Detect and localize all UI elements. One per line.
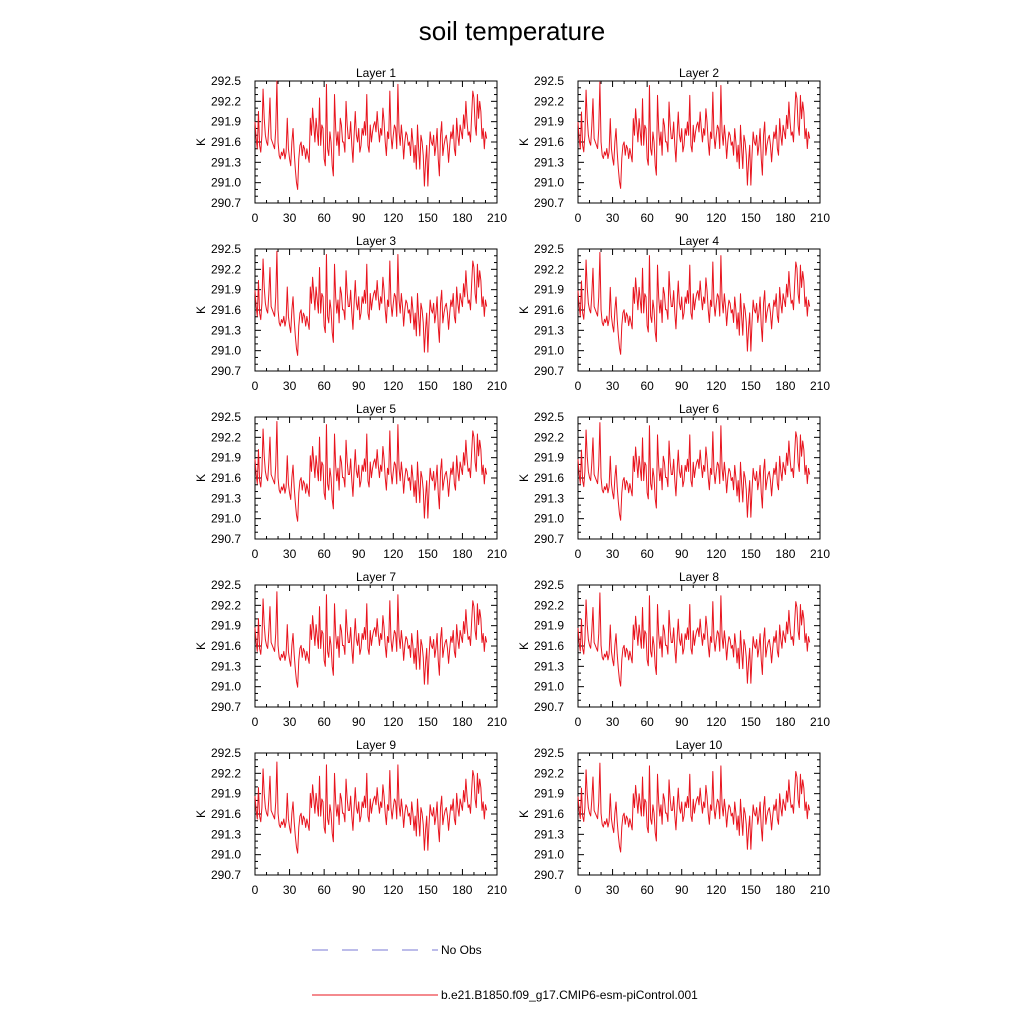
plot-frame <box>255 81 497 203</box>
y-tick-label: 291.3 <box>210 491 241 506</box>
x-tick-label: 0 <box>574 715 582 729</box>
y-tick-label: 292.5 <box>533 578 564 592</box>
x-tick-label: 150 <box>417 379 438 393</box>
y-tick-label: 291.6 <box>210 471 241 485</box>
panel-layer-10 <box>517 738 830 897</box>
y-tick-label: 292.5 <box>533 410 564 424</box>
y-tick-label: 291.3 <box>533 827 564 842</box>
x-tick-label: 0 <box>251 211 259 225</box>
x-tick-label: 90 <box>675 715 689 729</box>
x-tick-label: 180 <box>452 547 473 561</box>
x-tick-label: 90 <box>352 883 366 897</box>
y-tick-label: 291.9 <box>533 114 564 129</box>
y-tick-label: 291.3 <box>533 659 564 674</box>
y-tick-label: 292.2 <box>533 430 564 445</box>
y-tick-label: 292.2 <box>210 94 241 109</box>
panel-grid <box>194 66 830 897</box>
plot-frame <box>255 585 497 707</box>
x-tick-label: 150 <box>417 211 438 225</box>
y-tick-label: 291.0 <box>533 679 564 694</box>
x-tick-label: 0 <box>574 883 582 897</box>
legend <box>312 943 698 1002</box>
y-tick-label: 291.9 <box>533 618 564 633</box>
y-tick-label: 291.6 <box>533 135 564 149</box>
x-tick-label: 210 <box>486 211 508 225</box>
y-tick-label: 292.2 <box>533 262 564 277</box>
series-line-layer-5 <box>255 422 487 522</box>
x-tick-label: 120 <box>706 883 727 897</box>
y-axis-label: K <box>517 473 531 483</box>
series-line-layer-10 <box>578 763 810 852</box>
series-line-layer-7 <box>255 592 487 687</box>
x-tick-label: 90 <box>352 211 366 225</box>
y-tick-label: 291.3 <box>210 827 241 842</box>
plot-frame <box>578 81 820 203</box>
y-tick-label: 290.7 <box>533 532 564 546</box>
x-tick-label: 150 <box>417 883 438 897</box>
x-tick-label: 150 <box>740 547 761 561</box>
y-tick-label: 290.7 <box>533 868 564 882</box>
x-tick-label: 150 <box>740 883 761 897</box>
y-tick-label: 291.6 <box>533 471 564 485</box>
plot-frame <box>578 249 820 371</box>
y-tick-label: 291.9 <box>210 618 241 633</box>
y-tick-label: 291.9 <box>533 786 564 801</box>
x-tick-label: 120 <box>706 211 727 225</box>
y-axis-label: K <box>517 809 531 819</box>
y-tick-label: 291.9 <box>533 282 564 297</box>
x-tick-label: 150 <box>740 211 761 225</box>
y-tick-label: 291.9 <box>210 282 241 297</box>
y-tick-label: 291.9 <box>533 450 564 465</box>
x-tick-label: 210 <box>809 211 831 225</box>
x-tick-label: 180 <box>775 883 796 897</box>
x-tick-label: 180 <box>775 715 796 729</box>
x-tick-label: 210 <box>486 379 508 393</box>
y-tick-label: 291.6 <box>210 135 241 149</box>
panel-layer-5 <box>194 402 507 561</box>
x-tick-label: 180 <box>775 211 796 225</box>
x-tick-label: 120 <box>706 379 727 393</box>
x-tick-label: 210 <box>809 883 831 897</box>
x-tick-label: 60 <box>317 379 331 393</box>
x-tick-label: 90 <box>675 379 689 393</box>
y-tick-label: 291.0 <box>210 175 241 190</box>
y-tick-label: 291.6 <box>533 303 564 317</box>
x-tick-label: 90 <box>675 211 689 225</box>
y-tick-label: 292.5 <box>210 746 241 760</box>
x-tick-label: 30 <box>605 715 620 729</box>
y-tick-label: 290.7 <box>533 196 564 210</box>
x-tick-label: 0 <box>251 715 259 729</box>
legend-label-model: b.e21.B1850.f09_g17.CMIP6-esm-piControl.001 <box>441 988 698 1002</box>
y-tick-label: 290.7 <box>533 364 564 378</box>
series-line-layer-2 <box>578 82 810 188</box>
x-tick-label: 60 <box>640 211 654 225</box>
x-tick-label: 90 <box>352 547 366 561</box>
y-axis-label: K <box>194 641 208 651</box>
x-tick-label: 180 <box>775 379 796 393</box>
x-tick-label: 180 <box>452 379 473 393</box>
panel-layer-8 <box>517 570 830 729</box>
y-axis-label: K <box>194 473 208 483</box>
y-tick-label: 292.5 <box>210 242 241 256</box>
y-tick-label: 292.2 <box>210 430 241 445</box>
y-tick-label: 292.5 <box>210 74 241 88</box>
x-tick-label: 210 <box>809 715 831 729</box>
y-tick-label: 291.3 <box>210 155 241 170</box>
x-tick-label: 0 <box>251 379 259 393</box>
y-tick-label: 292.5 <box>533 746 564 760</box>
x-tick-label: 60 <box>640 547 654 561</box>
x-tick-label: 60 <box>317 211 331 225</box>
x-tick-label: 60 <box>317 883 331 897</box>
y-tick-label: 292.2 <box>210 262 241 277</box>
x-tick-label: 90 <box>675 883 689 897</box>
x-tick-label: 60 <box>317 547 331 561</box>
y-tick-label: 291.0 <box>210 679 241 694</box>
x-tick-label: 180 <box>452 715 473 729</box>
x-tick-label: 210 <box>809 379 831 393</box>
y-tick-label: 291.0 <box>533 511 564 526</box>
series-line-layer-8 <box>578 593 810 686</box>
panel-title-layer-8: Layer 8 <box>678 570 720 584</box>
x-tick-label: 90 <box>352 715 366 729</box>
x-tick-label: 0 <box>574 379 582 393</box>
plot-frame <box>578 417 820 539</box>
y-tick-label: 291.0 <box>210 343 241 358</box>
x-tick-label: 30 <box>605 211 620 225</box>
x-tick-label: 30 <box>282 715 297 729</box>
x-tick-label: 120 <box>383 211 404 225</box>
y-tick-label: 290.7 <box>210 700 241 714</box>
panel-layer-7 <box>194 570 507 729</box>
y-axis-label: K <box>517 641 531 651</box>
chart-title: soil temperature <box>418 16 606 46</box>
y-tick-label: 290.7 <box>533 700 564 714</box>
x-tick-label: 180 <box>452 211 473 225</box>
y-tick-label: 291.0 <box>533 343 564 358</box>
y-tick-label: 290.7 <box>210 196 241 210</box>
y-axis-label: K <box>517 137 531 147</box>
y-tick-label: 291.0 <box>210 847 241 862</box>
y-tick-label: 291.3 <box>210 323 241 338</box>
plot-frame <box>578 585 820 707</box>
y-tick-label: 291.6 <box>533 807 564 821</box>
x-tick-label: 30 <box>605 883 620 897</box>
y-tick-label: 292.2 <box>533 94 564 109</box>
series-line-layer-6 <box>578 423 810 521</box>
y-tick-label: 290.7 <box>210 364 241 378</box>
x-tick-label: 180 <box>775 547 796 561</box>
x-tick-label: 90 <box>352 379 366 393</box>
panel-layer-2 <box>517 66 830 225</box>
x-tick-label: 0 <box>574 211 582 225</box>
x-tick-label: 180 <box>452 883 473 897</box>
y-tick-label: 291.6 <box>533 639 564 653</box>
y-tick-label: 292.2 <box>533 598 564 613</box>
x-tick-label: 120 <box>383 883 404 897</box>
series-line-layer-3 <box>255 251 487 355</box>
x-tick-label: 150 <box>740 715 761 729</box>
y-tick-label: 291.3 <box>533 491 564 506</box>
y-tick-label: 292.2 <box>210 766 241 781</box>
series-line-layer-1 <box>255 81 487 189</box>
x-tick-label: 60 <box>640 883 654 897</box>
x-tick-label: 0 <box>574 547 582 561</box>
x-tick-label: 210 <box>486 547 508 561</box>
x-tick-label: 120 <box>383 379 404 393</box>
panel-title-layer-10: Layer 10 <box>675 738 723 752</box>
x-tick-label: 30 <box>605 547 620 561</box>
y-tick-label: 291.3 <box>533 323 564 338</box>
plot-frame <box>255 753 497 875</box>
plot-frame <box>255 249 497 371</box>
series-line-layer-4 <box>578 252 810 354</box>
x-tick-label: 60 <box>640 715 654 729</box>
x-tick-label: 120 <box>383 547 404 561</box>
x-tick-label: 30 <box>282 883 297 897</box>
x-tick-label: 0 <box>251 547 259 561</box>
y-tick-label: 291.3 <box>533 155 564 170</box>
y-tick-label: 291.9 <box>210 450 241 465</box>
y-tick-label: 291.0 <box>210 511 241 526</box>
panel-title-layer-6: Layer 6 <box>678 402 720 416</box>
x-tick-label: 210 <box>486 715 508 729</box>
y-tick-label: 291.9 <box>210 786 241 801</box>
y-tick-label: 291.6 <box>210 807 241 821</box>
y-axis-label: K <box>194 305 208 315</box>
panel-title-layer-9: Layer 9 <box>355 738 397 752</box>
legend-label-no-obs: No Obs <box>441 943 482 957</box>
panel-title-layer-3: Layer 3 <box>355 234 397 248</box>
y-tick-label: 292.2 <box>210 598 241 613</box>
x-tick-label: 210 <box>486 883 508 897</box>
y-tick-label: 291.9 <box>210 114 241 129</box>
x-tick-label: 60 <box>640 379 654 393</box>
x-tick-label: 30 <box>282 379 297 393</box>
y-axis-label: K <box>194 809 208 819</box>
panel-title-layer-2: Layer 2 <box>678 66 720 80</box>
y-tick-label: 291.6 <box>210 303 241 317</box>
x-tick-label: 210 <box>809 547 831 561</box>
panel-title-layer-4: Layer 4 <box>678 234 720 248</box>
x-tick-label: 150 <box>740 379 761 393</box>
panel-layer-6 <box>517 402 830 561</box>
panel-layer-1 <box>194 66 507 225</box>
x-tick-label: 90 <box>675 547 689 561</box>
y-tick-label: 290.7 <box>210 868 241 882</box>
y-tick-label: 291.3 <box>210 659 241 674</box>
panel-title-layer-5: Layer 5 <box>355 402 397 416</box>
x-tick-label: 120 <box>383 715 404 729</box>
panel-layer-4 <box>517 234 830 393</box>
series-line-layer-9 <box>255 762 487 853</box>
y-tick-label: 292.5 <box>533 74 564 88</box>
plot-frame <box>578 753 820 875</box>
x-tick-label: 150 <box>417 547 438 561</box>
panel-title-layer-1: Layer 1 <box>355 66 397 80</box>
y-tick-label: 292.5 <box>210 410 241 424</box>
plot-frame <box>255 417 497 539</box>
panel-layer-9 <box>194 738 507 897</box>
x-tick-label: 30 <box>282 547 297 561</box>
y-tick-label: 292.5 <box>210 578 241 592</box>
y-tick-label: 291.6 <box>210 639 241 653</box>
x-tick-label: 30 <box>605 379 620 393</box>
y-tick-label: 292.2 <box>533 766 564 781</box>
x-tick-label: 120 <box>706 547 727 561</box>
y-axis-label: K <box>194 137 208 147</box>
x-tick-label: 0 <box>251 883 259 897</box>
y-tick-label: 292.5 <box>533 242 564 256</box>
x-tick-label: 60 <box>317 715 331 729</box>
x-tick-label: 120 <box>706 715 727 729</box>
y-tick-label: 290.7 <box>210 532 241 546</box>
x-tick-label: 30 <box>282 211 297 225</box>
y-tick-label: 291.0 <box>533 847 564 862</box>
y-tick-label: 291.0 <box>533 175 564 190</box>
y-axis-label: K <box>517 305 531 315</box>
panel-title-layer-7: Layer 7 <box>355 570 397 584</box>
x-tick-label: 150 <box>417 715 438 729</box>
panel-layer-3 <box>194 234 507 393</box>
